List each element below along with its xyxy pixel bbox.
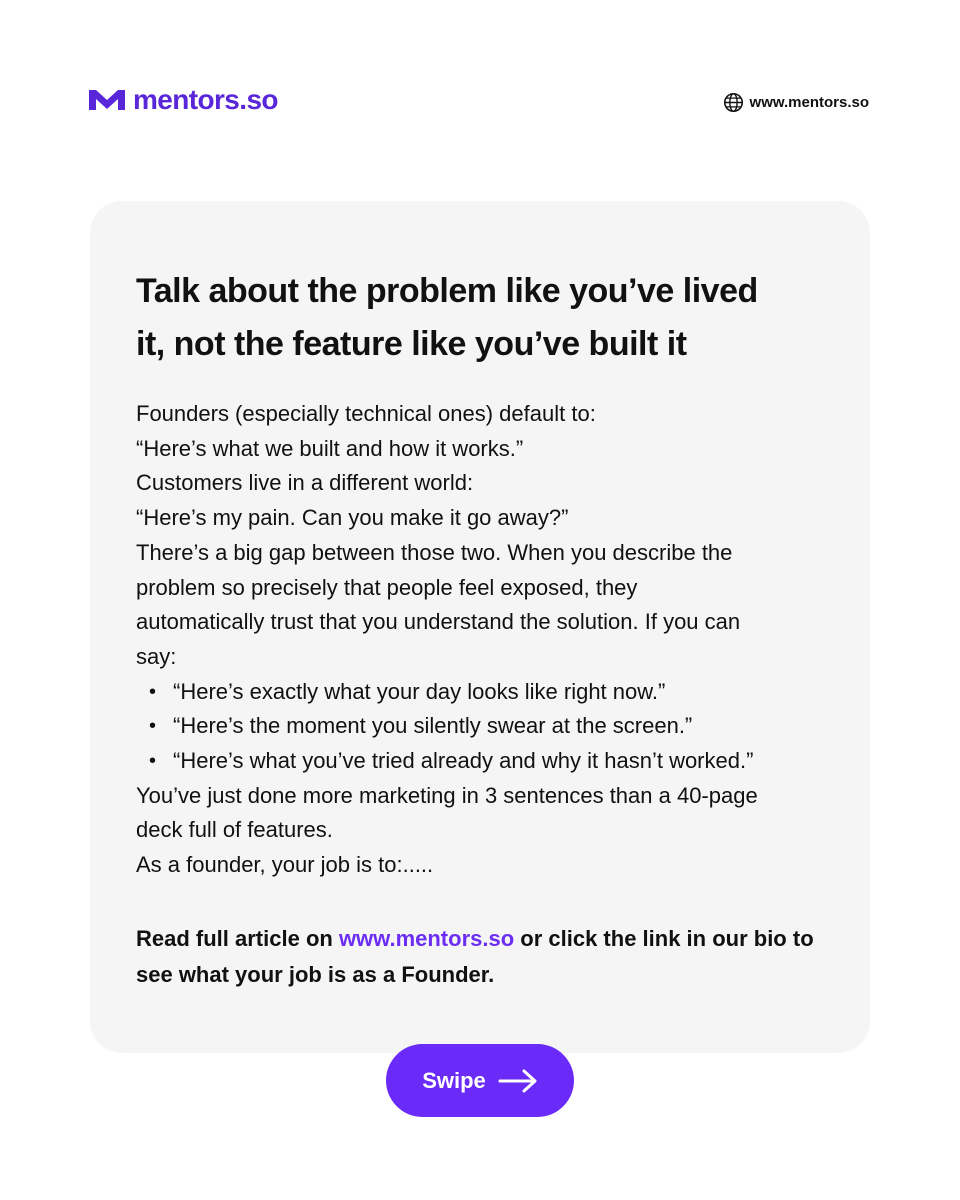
- globe-icon: [723, 92, 744, 113]
- body-line: There’s a big gap between those two. When you describe the: [136, 539, 733, 565]
- website-link[interactable]: [723, 92, 869, 113]
- bullet-item: • “Here’s what you’ve tried already and why it hasn’t worked.”: [136, 744, 836, 779]
- headline-line: it, not the feature like you’ve built it: [136, 325, 687, 363]
- article-link[interactable]: www.mentors.so: [338, 926, 515, 951]
- body-line: You’ve just done more marketing in 3 sentences than a 40-page: [136, 782, 758, 808]
- bullet-item: • “Here’s exactly what your day looks like right now.”: [136, 675, 836, 710]
- brand-name: mentors.so: [133, 84, 278, 115]
- bullet-list: [136, 675, 836, 779]
- brand-logo: [89, 86, 278, 114]
- brand-mark-icon: [89, 90, 125, 110]
- arrow-right-icon: [498, 1069, 538, 1093]
- call-to-action: [136, 921, 836, 993]
- cta-prefix: Read full article on: [136, 926, 339, 951]
- body-line: As a founder, your job is to:.....: [136, 852, 434, 878]
- body-line: problem so precisely that people feel exposed, they: [136, 574, 638, 600]
- body-line: automatically trust that you understand the solution. If you can: [136, 609, 741, 635]
- cta-suffix: or click the link in our bio to see what your job is as a Founder.: [136, 926, 814, 987]
- content-card: [90, 201, 870, 1053]
- swipe-label: Swipe: [422, 1067, 486, 1093]
- body-line: deck full of features.: [136, 817, 333, 843]
- body-line: “Here’s my pain. Can you make it go away?”: [136, 505, 569, 531]
- body-line: “Here’s what we built and how it works.”: [136, 435, 524, 461]
- headline-line: Talk about the problem like you’ve lived: [136, 272, 758, 310]
- headline: [136, 265, 836, 371]
- bullet-item: • “Here’s the moment you silently swear at the screen.”: [136, 709, 836, 744]
- swipe-button[interactable]: [386, 1044, 574, 1117]
- website-url: www.mentors.so: [749, 94, 869, 111]
- article-body: [136, 397, 836, 883]
- body-line: say:: [136, 643, 177, 669]
- body-line: Customers live in a different world:: [136, 470, 474, 496]
- body-line: Founders (especially technical ones) default to:: [136, 401, 596, 426]
